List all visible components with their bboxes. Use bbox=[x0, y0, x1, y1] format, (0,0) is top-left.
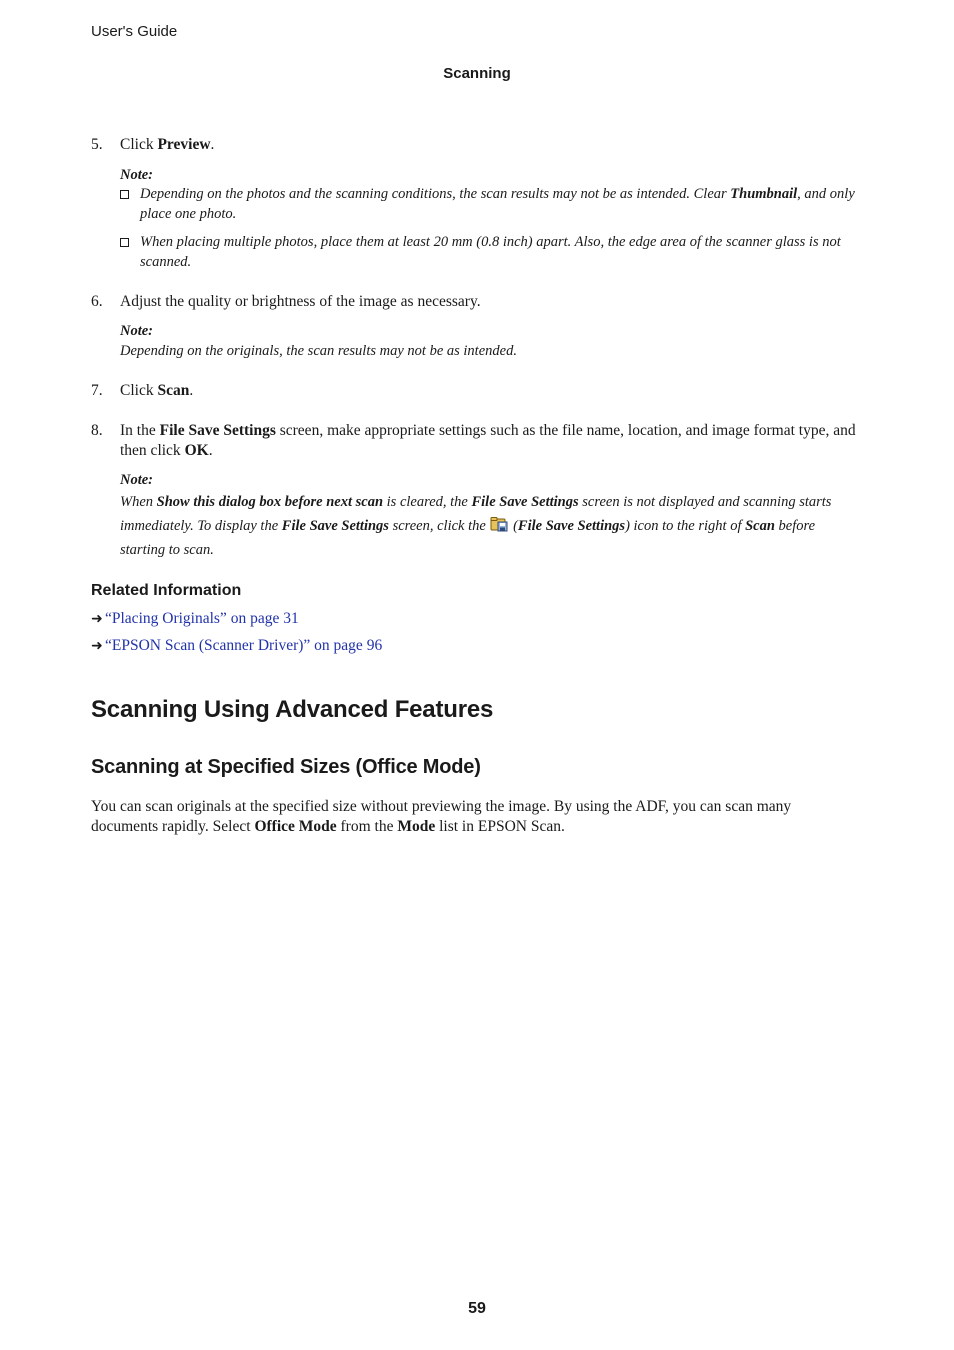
note-bullet-1: Depending on the photos and the scanning conditions, the scan results may not be as intended. Clear Thumbnail, and only place one photo. bbox=[120, 185, 860, 224]
note-label: Note: bbox=[120, 167, 154, 183]
note-step-6 bbox=[120, 322, 860, 361]
related-link-2[interactable] bbox=[91, 637, 382, 655]
link-placing-originals[interactable]: “Placing Originals” on page 31 bbox=[105, 610, 299, 627]
step-text: In the File Save Settings screen, make appropriate settings such as the file name, location, and image format type, and then click OK. bbox=[120, 422, 856, 459]
note-step-5 bbox=[120, 166, 860, 186]
checkbox-bullet-icon bbox=[120, 238, 129, 247]
related-link-1[interactable] bbox=[91, 610, 299, 628]
page-number: 59 bbox=[468, 1300, 486, 1317]
step-number: 8. bbox=[91, 422, 103, 439]
related-information-heading: Related Information bbox=[91, 582, 242, 599]
note-bullet-2: When placing multiple photos, place them at least 20 mm (0.8 inch) apart. Also, the edge area of the scanner glass is not scanned. bbox=[120, 233, 860, 272]
step-text: Click Scan. bbox=[120, 382, 194, 399]
running-header-guide: User's Guide bbox=[91, 23, 178, 40]
checkbox-bullet-icon bbox=[120, 190, 129, 199]
note-label: Note: bbox=[120, 323, 154, 339]
note-text: Depending on the originals, the scan results may not be as intended. bbox=[120, 342, 517, 359]
note-label: Note: bbox=[120, 472, 154, 488]
subsection-title: Scanning at Specified Sizes (Office Mode) bbox=[91, 756, 481, 778]
note-step-8: Note: When Show this dialog box before next scan is cleared, the File Save Settings screen is not displayed and scanning starts immediately. To display the File Save Settings screen, click the (File Save Settings) icon to the right of Scan before starting to scan. bbox=[120, 471, 860, 562]
running-header-section: Scanning bbox=[443, 65, 511, 82]
step-text: Click Preview. bbox=[120, 136, 215, 153]
arrow-right-icon: ➜ bbox=[91, 639, 103, 654]
arrow-right-icon: ➜ bbox=[91, 612, 103, 627]
section-title: Scanning Using Advanced Features bbox=[91, 696, 494, 723]
step-number: 7. bbox=[91, 382, 103, 399]
link-epson-scan[interactable]: “EPSON Scan (Scanner Driver)” on page 96 bbox=[105, 637, 383, 654]
step-number: 6. bbox=[91, 293, 103, 310]
body-paragraph: You can scan originals at the specified size without previewing the image. By using the ADF, you can scan many documents rapidly. Select Office Mode from the Mode list in EPSON Scan. bbox=[91, 798, 792, 835]
step-text: Adjust the quality or brightness of the image as necessary. bbox=[120, 293, 481, 310]
step-number: 5. bbox=[91, 136, 103, 153]
folder-save-icon[interactable] bbox=[490, 515, 508, 532]
